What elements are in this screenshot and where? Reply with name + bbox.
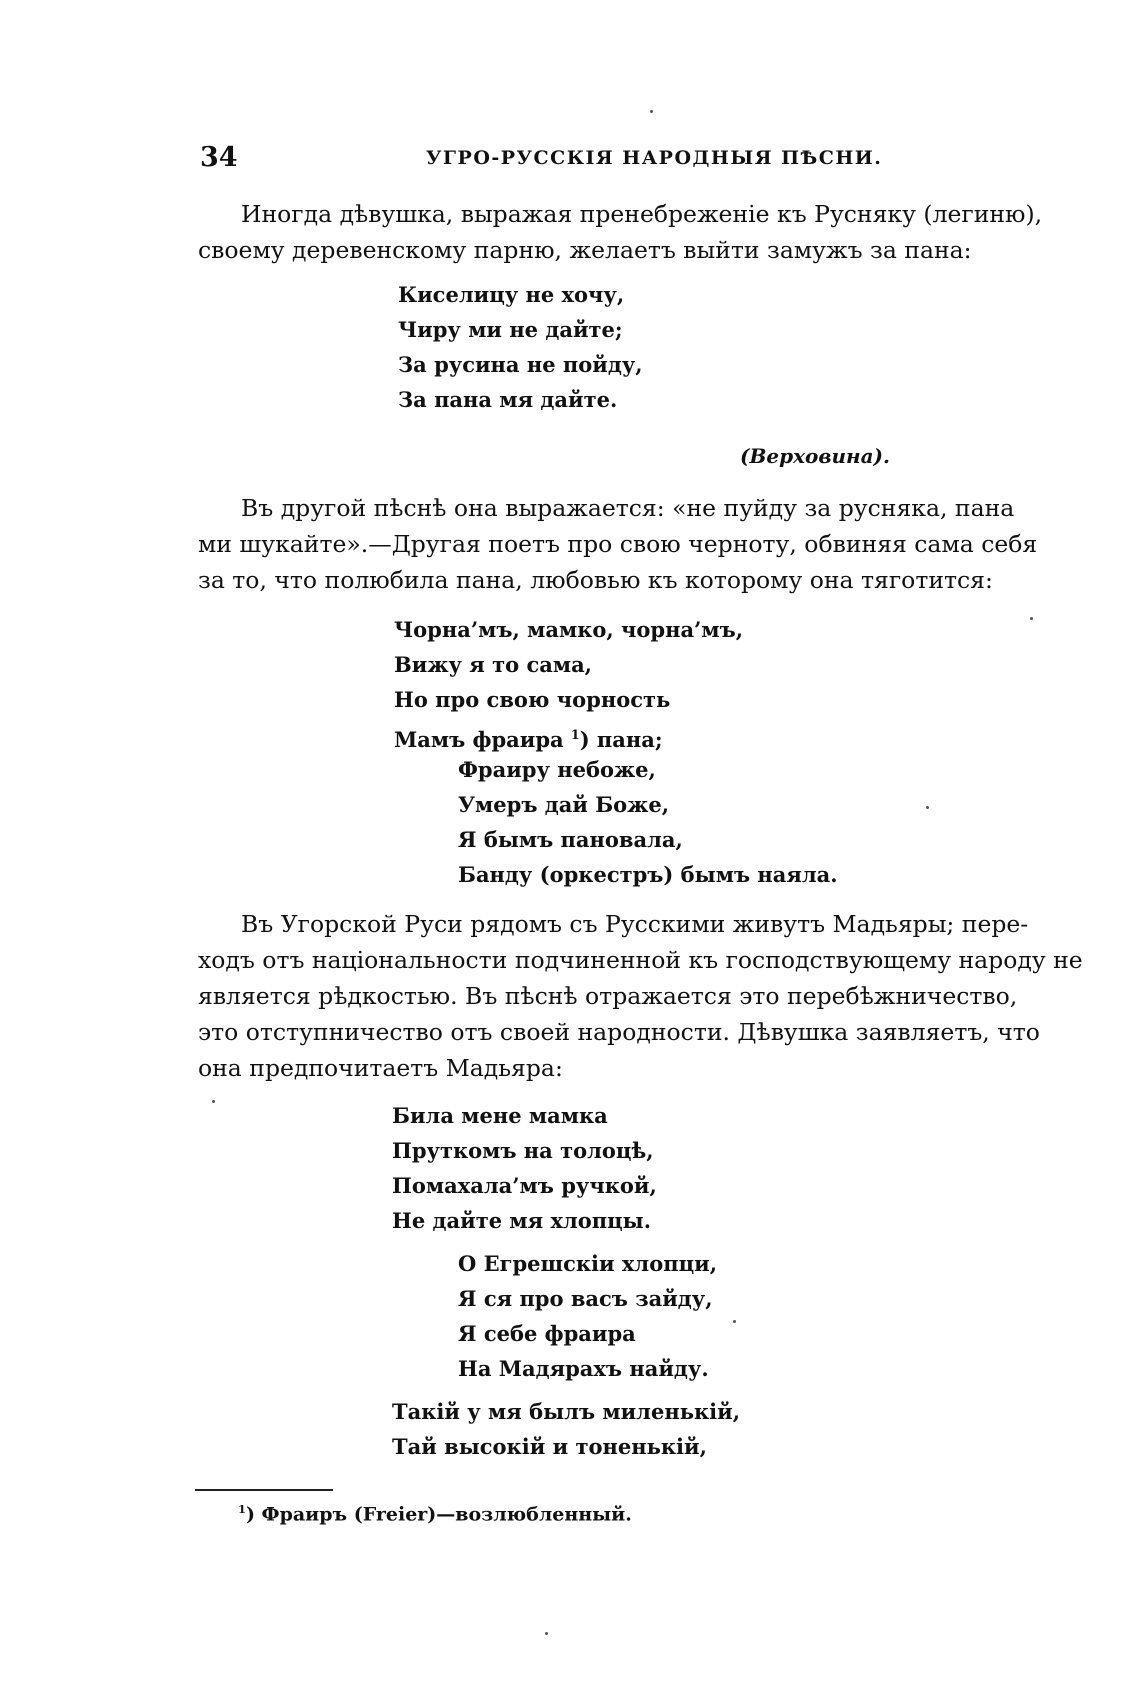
text-line: Въ другой пѣснѣ она выражается: «не пуйду за русняка, пана [241,494,1015,522]
footnote-marker: 1 [238,1502,246,1516]
footnote-text: ) Фраиръ (Freier)—возлюбленный. [245,1503,632,1526]
footnote-ref: 1 [570,727,580,742]
paper-speck [650,110,653,113]
text-line: Иногда дѣвушка, выражая пренебреженіе къ Русняку (легиню), [241,200,1043,228]
verse-line: Помахала’мъ ручкой, [392,1173,657,1198]
verse-line: Чорна’мъ, мамко, чорна’мъ, [394,617,744,642]
verse-3-end [392,1394,740,1464]
paper-speck [212,1100,215,1103]
verse-line: Пруткомъ на толоцѣ, [392,1138,654,1163]
paragraph-3 [198,906,1083,1086]
verse-line: Я себе фраира [458,1321,636,1346]
footnote [238,1502,632,1525]
paragraph-1 [198,196,1043,268]
paper-speck [1030,617,1033,620]
page-number: 34 [200,142,238,173]
text-line: это отступничество отъ своей народности. Дѣвушка заявляетъ, что [198,1018,1040,1046]
paper-speck [545,1632,548,1635]
footnote-rule [195,1489,333,1491]
verse-line: О Егрешскіи хлопци, [458,1251,718,1276]
verse-line: Банду (оркестръ) бымъ наяла. [458,862,838,887]
verse-line: Я ся про васъ зайду, [458,1286,713,1311]
verse-3-refrain [458,1246,717,1386]
verse-line: На Мадярахъ найду. [458,1356,709,1381]
verse-line: Била мене мамка [392,1103,608,1128]
page-header [0,142,1140,182]
verse-line: За русина не пойду, [398,352,643,377]
verse-line: Тай высокій и тоненькій, [392,1434,707,1459]
text-line: она предпочитаетъ Мадьяра: [198,1054,563,1082]
verse-2-refrain [458,752,838,892]
paper-speck [733,1320,736,1323]
verse-line: Я бымъ пановала, [458,827,683,852]
verse-text: ) пана; [579,727,663,752]
verse-line: Умеръ дай Боже, [458,792,670,817]
verse-line: Чиру ми не дайте; [398,317,623,342]
verse-3 [392,1098,657,1238]
text-line: ходъ отъ національности подчиненной къ господствующему народу не [198,946,1083,974]
text-line: является рѣдкостью. Въ пѣснѣ отражается это перебѣжничество, [198,982,1018,1010]
verse-line: Киселицу не хочу, [398,282,625,307]
verse-text: Мамъ фраира [394,727,571,752]
verse-line: Не дайте мя хлопцы. [392,1208,652,1233]
verse-line: Вижу я то сама, [394,652,592,677]
verse-line: Но про свою чорность [394,687,671,712]
verse-1 [398,277,643,417]
verse-2 [394,612,743,752]
paper-speck [926,806,929,809]
verse-line [394,717,743,752]
text-line: своему деревенскому парню, желаетъ выйти замужъ за пана: [198,236,972,264]
text-line: Въ Угорской Руси рядомъ съ Русскими живутъ Мадьяры; пере- [241,910,1029,938]
running-title: УГРО-РУССКІЯ НАРОДНЫЯ ПѢСНИ. [426,147,883,169]
text-line: за то, что полюбила пана, любовью къ которому она тяготится: [198,566,993,594]
verse-line: За пана мя дайте. [398,387,618,412]
source-attribution: (Верховина). [740,444,890,468]
paragraph-2 [198,490,1038,598]
text-line: ми шукайте».—Другая поетъ про свою черноту, обвиняя сама себя [198,530,1038,558]
verse-line: Такій у мя былъ миленькій, [392,1399,741,1424]
verse-line: Фраиру небоже, [458,757,656,782]
